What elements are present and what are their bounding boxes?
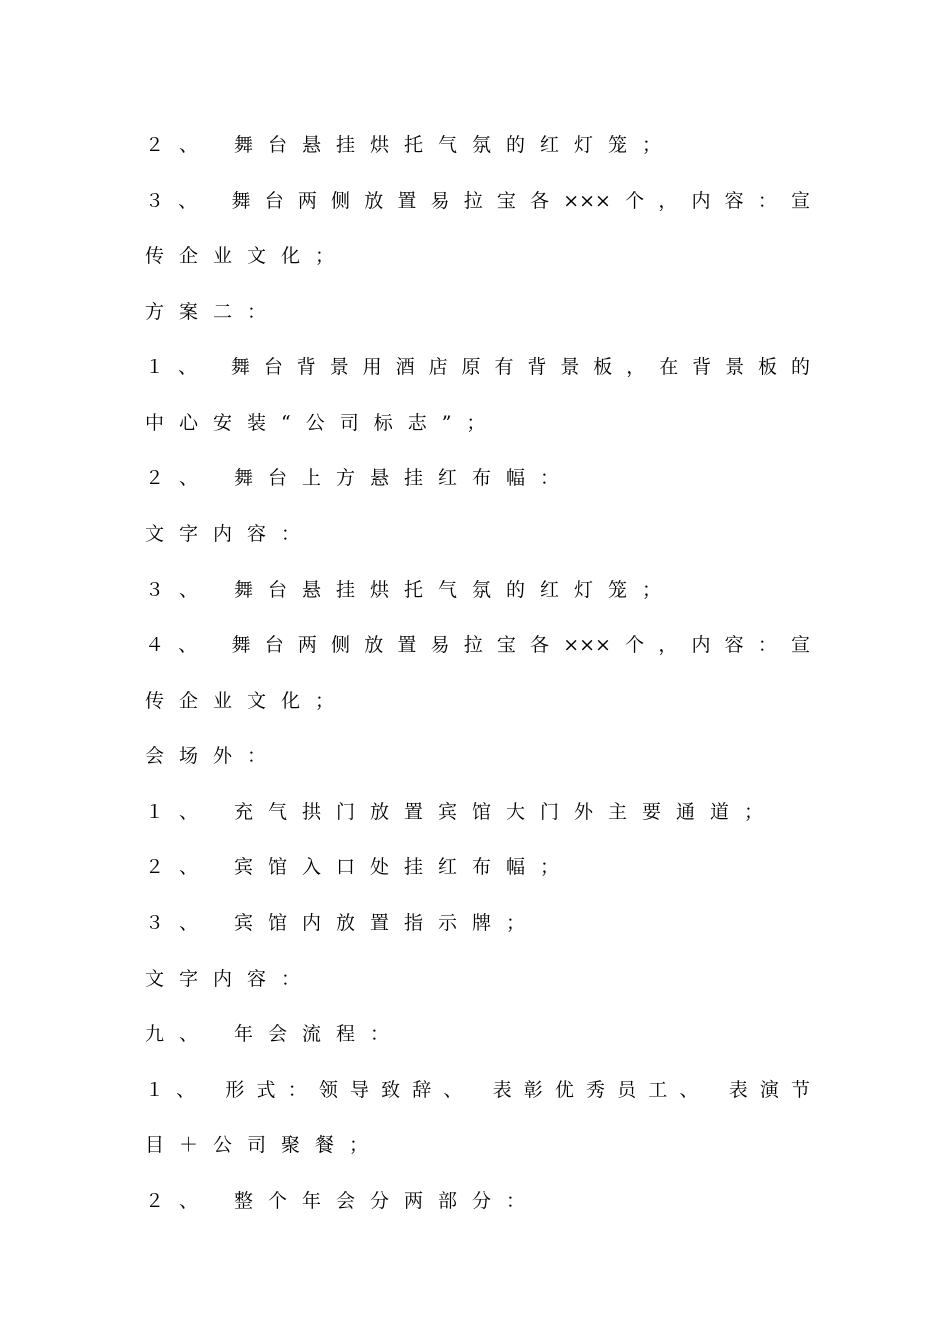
text-line-20: ２、 整个年会分两部分：	[145, 1190, 541, 1212]
text-line-19: 目＋公司聚餐；	[145, 1134, 384, 1156]
text-line-3: 传企业文化；	[145, 245, 350, 267]
text-line-18: １、 形式：领导致辞、 表彰优秀员工、 表演节	[145, 1079, 810, 1101]
text-line-9: ３、 舞台悬挂烘托气氛的红灯笼；	[145, 579, 677, 601]
text-line-1: ２、 舞台悬挂烘托气氛的红灯笼；	[145, 134, 677, 156]
text-line-14: ２、 宾馆入口处挂红布幅；	[145, 856, 575, 878]
text-line-15: ３、 宾馆内放置指示牌；	[145, 912, 541, 934]
section-heading-plan-two: 方案二：	[145, 301, 282, 323]
section-heading-agenda: 九、 年会流程：	[145, 1023, 405, 1045]
text-line-8: 文字内容：	[145, 523, 316, 545]
text-line-11: 传企业文化；	[145, 690, 350, 712]
text-line-16: 文字内容：	[145, 968, 316, 990]
text-line-10: ４、 舞台两侧放置易拉宝各×××个，内容：宣	[145, 634, 810, 656]
section-heading-outside-venue: 会场外：	[145, 745, 282, 767]
text-line-13: １、 充气拱门放置宾馆大门外主要通道；	[145, 801, 779, 823]
text-line-6: 中心安装“公司标志”；	[145, 412, 501, 434]
text-line-5: １、 舞台背景用酒店原有背景板，在背景板的	[145, 356, 810, 378]
text-line-7: ２、 舞台上方悬挂红布幅：	[145, 467, 575, 489]
text-line-2: ３、 舞台两侧放置易拉宝各×××个，内容：宣	[145, 190, 810, 212]
